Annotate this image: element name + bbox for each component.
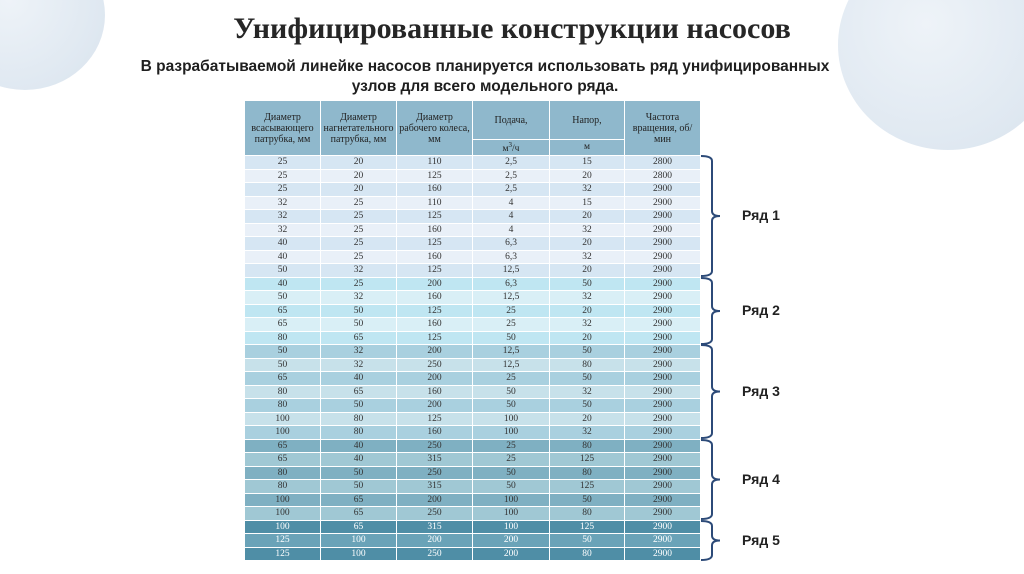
cell-head: 20 xyxy=(550,304,625,318)
group-brace xyxy=(700,520,722,561)
cell-speed: 2900 xyxy=(625,210,701,224)
cell-head: 125 xyxy=(550,480,625,494)
cell-discharge: 32 xyxy=(321,358,397,372)
cell-flow: 2,5 xyxy=(473,169,550,183)
cell-suction: 65 xyxy=(245,318,321,332)
cell-suction: 25 xyxy=(245,183,321,197)
cell-flow: 100 xyxy=(473,412,550,426)
cell-discharge: 50 xyxy=(321,304,397,318)
cell-speed: 2900 xyxy=(625,331,701,345)
table-row xyxy=(245,453,701,467)
cell-suction: 32 xyxy=(245,210,321,224)
group-label: Ряд 3 xyxy=(742,382,780,399)
cell-discharge: 40 xyxy=(321,372,397,386)
cell-head: 80 xyxy=(550,358,625,372)
cell-flow: 12,5 xyxy=(473,345,550,359)
cell-head: 32 xyxy=(550,250,625,264)
table-row xyxy=(245,304,701,318)
table-row xyxy=(245,318,701,332)
table-row xyxy=(245,345,701,359)
cell-impeller: 125 xyxy=(397,331,473,345)
table-row xyxy=(245,196,701,210)
cell-head: 50 xyxy=(550,372,625,386)
cell-speed: 2900 xyxy=(625,520,701,534)
cell-discharge: 25 xyxy=(321,196,397,210)
cell-discharge: 25 xyxy=(321,237,397,251)
cell-head: 32 xyxy=(550,223,625,237)
cell-head: 50 xyxy=(550,534,625,548)
cell-discharge: 40 xyxy=(321,453,397,467)
cell-flow: 25 xyxy=(473,439,550,453)
cell-discharge: 100 xyxy=(321,534,397,548)
cell-speed: 2900 xyxy=(625,250,701,264)
cell-speed: 2900 xyxy=(625,466,701,480)
cell-speed: 2900 xyxy=(625,345,701,359)
cell-discharge: 65 xyxy=(321,385,397,399)
group-brace xyxy=(700,277,722,345)
cell-flow: 50 xyxy=(473,466,550,480)
cell-discharge: 65 xyxy=(321,520,397,534)
cell-speed: 2900 xyxy=(625,237,701,251)
cell-discharge: 80 xyxy=(321,412,397,426)
cell-head: 125 xyxy=(550,520,625,534)
cell-suction: 25 xyxy=(245,156,321,170)
cell-speed: 2900 xyxy=(625,277,701,291)
cell-head: 80 xyxy=(550,547,625,561)
cell-flow: 200 xyxy=(473,534,550,548)
table-row xyxy=(245,385,701,399)
table-row xyxy=(245,480,701,494)
cell-suction: 80 xyxy=(245,466,321,480)
header-head-unit: м xyxy=(550,140,625,156)
cell-flow: 100 xyxy=(473,493,550,507)
cell-discharge: 50 xyxy=(321,480,397,494)
cell-head: 80 xyxy=(550,466,625,480)
cell-speed: 2900 xyxy=(625,439,701,453)
table-row xyxy=(245,237,701,251)
cell-impeller: 200 xyxy=(397,534,473,548)
cell-impeller: 200 xyxy=(397,277,473,291)
cell-impeller: 125 xyxy=(397,264,473,278)
table-row xyxy=(245,210,701,224)
cell-impeller: 250 xyxy=(397,507,473,521)
cell-impeller: 125 xyxy=(397,210,473,224)
cell-flow: 25 xyxy=(473,372,550,386)
table-row xyxy=(245,547,701,561)
table-row xyxy=(245,358,701,372)
cell-suction: 32 xyxy=(245,196,321,210)
cell-head: 20 xyxy=(550,169,625,183)
cell-discharge: 32 xyxy=(321,345,397,359)
header-suction-diameter: Диаметр всасывающего патрубка, мм xyxy=(245,101,321,156)
cell-flow: 100 xyxy=(473,426,550,440)
cell-flow: 12,5 xyxy=(473,358,550,372)
cell-discharge: 32 xyxy=(321,264,397,278)
cell-head: 32 xyxy=(550,426,625,440)
table-row xyxy=(245,264,701,278)
cell-discharge: 25 xyxy=(321,223,397,237)
group-label: Ряд 4 xyxy=(742,470,780,487)
table-row xyxy=(245,183,701,197)
cell-speed: 2900 xyxy=(625,223,701,237)
cell-discharge: 50 xyxy=(321,466,397,480)
cell-head: 80 xyxy=(550,439,625,453)
table-row xyxy=(245,493,701,507)
cell-discharge: 80 xyxy=(321,426,397,440)
cell-suction: 32 xyxy=(245,223,321,237)
cell-speed: 2900 xyxy=(625,291,701,305)
cell-impeller: 250 xyxy=(397,466,473,480)
table-row xyxy=(245,331,701,345)
cell-flow: 50 xyxy=(473,480,550,494)
cell-speed: 2900 xyxy=(625,493,701,507)
cell-discharge: 20 xyxy=(321,183,397,197)
cell-impeller: 110 xyxy=(397,196,473,210)
group-brace xyxy=(700,439,722,520)
table-row xyxy=(245,534,701,548)
group-label: Ряд 1 xyxy=(742,207,780,223)
cell-suction: 100 xyxy=(245,507,321,521)
table-row xyxy=(245,223,701,237)
cell-impeller: 200 xyxy=(397,399,473,413)
cell-impeller: 125 xyxy=(397,304,473,318)
table-row xyxy=(245,439,701,453)
cell-head: 80 xyxy=(550,507,625,521)
cell-suction: 100 xyxy=(245,493,321,507)
cell-discharge: 20 xyxy=(321,169,397,183)
cell-discharge: 65 xyxy=(321,331,397,345)
cell-flow: 6,3 xyxy=(473,237,550,251)
cell-discharge: 50 xyxy=(321,399,397,413)
cell-suction: 40 xyxy=(245,277,321,291)
cell-impeller: 160 xyxy=(397,250,473,264)
cell-discharge: 65 xyxy=(321,493,397,507)
cell-head: 50 xyxy=(550,345,625,359)
cell-speed: 2900 xyxy=(625,358,701,372)
cell-flow: 4 xyxy=(473,223,550,237)
cell-speed: 2900 xyxy=(625,372,701,386)
cell-suction: 80 xyxy=(245,385,321,399)
cell-suction: 65 xyxy=(245,304,321,318)
cell-discharge: 50 xyxy=(321,318,397,332)
cell-impeller: 250 xyxy=(397,439,473,453)
cell-discharge: 100 xyxy=(321,547,397,561)
cell-suction: 80 xyxy=(245,331,321,345)
cell-discharge: 65 xyxy=(321,507,397,521)
cell-suction: 50 xyxy=(245,264,321,278)
table-row xyxy=(245,466,701,480)
cell-flow: 12,5 xyxy=(473,291,550,305)
cell-impeller: 160 xyxy=(397,385,473,399)
table-row xyxy=(245,277,701,291)
subtitle-line-2: узлов для всего модельного ряда. xyxy=(351,78,619,95)
header-flow: Подача, xyxy=(473,101,550,140)
header-discharge-diameter: Диаметр нагнетательного патрубка, мм xyxy=(321,101,397,156)
cell-speed: 2900 xyxy=(625,183,701,197)
cell-suction: 65 xyxy=(245,439,321,453)
cell-suction: 65 xyxy=(245,372,321,386)
cell-suction: 125 xyxy=(245,547,321,561)
cell-speed: 2800 xyxy=(625,156,701,170)
cell-flow: 6,3 xyxy=(473,250,550,264)
cell-impeller: 200 xyxy=(397,372,473,386)
cell-flow: 2,5 xyxy=(473,183,550,197)
cell-impeller: 250 xyxy=(397,547,473,561)
page-subtitle xyxy=(90,57,880,97)
cell-suction: 40 xyxy=(245,250,321,264)
table-row xyxy=(245,412,701,426)
cell-flow: 50 xyxy=(473,399,550,413)
cell-speed: 2900 xyxy=(625,507,701,521)
cell-flow: 100 xyxy=(473,507,550,521)
cell-head: 20 xyxy=(550,237,625,251)
cell-flow: 4 xyxy=(473,196,550,210)
cell-impeller: 160 xyxy=(397,183,473,197)
cell-flow: 25 xyxy=(473,453,550,467)
cell-flow: 2,5 xyxy=(473,156,550,170)
cell-speed: 2900 xyxy=(625,196,701,210)
cell-discharge: 32 xyxy=(321,291,397,305)
cell-impeller: 315 xyxy=(397,453,473,467)
table-row xyxy=(245,250,701,264)
cell-suction: 65 xyxy=(245,453,321,467)
cell-head: 32 xyxy=(550,385,625,399)
group-brace xyxy=(700,155,722,277)
header-impeller-diameter: Диаметр рабочего колеса, мм xyxy=(397,101,473,156)
table-row xyxy=(245,520,701,534)
subtitle-line-1: В разрабатываемой линейке насосов планируется использовать ряд унифицированных xyxy=(140,58,830,75)
cell-head: 20 xyxy=(550,264,625,278)
cell-head: 32 xyxy=(550,183,625,197)
cell-discharge: 25 xyxy=(321,277,397,291)
table-row xyxy=(245,169,701,183)
header-rotation-speed: Частота вращения, об/мин xyxy=(625,101,701,156)
cell-impeller: 160 xyxy=(397,426,473,440)
cell-speed: 2900 xyxy=(625,534,701,548)
cell-speed: 2900 xyxy=(625,264,701,278)
cell-head: 50 xyxy=(550,277,625,291)
cell-head: 15 xyxy=(550,196,625,210)
cell-speed: 2900 xyxy=(625,304,701,318)
cell-suction: 125 xyxy=(245,534,321,548)
header-flow-unit: $м^3/ч$ xyxy=(473,140,550,156)
table-row xyxy=(245,507,701,521)
cell-flow: 100 xyxy=(473,520,550,534)
page-title: Унифицированные конструкции насосов xyxy=(233,12,791,45)
cell-head: 50 xyxy=(550,399,625,413)
cell-impeller: 315 xyxy=(397,480,473,494)
cell-suction: 100 xyxy=(245,426,321,440)
group-brace xyxy=(700,344,722,439)
group-label: Ряд 5 xyxy=(742,531,780,548)
cell-head: 125 xyxy=(550,453,625,467)
cell-suction: 40 xyxy=(245,237,321,251)
cell-impeller: 160 xyxy=(397,223,473,237)
cell-suction: 50 xyxy=(245,291,321,305)
cell-speed: 2900 xyxy=(625,412,701,426)
cell-discharge: 25 xyxy=(321,210,397,224)
cell-speed: 2900 xyxy=(625,547,701,561)
pump-spec-table xyxy=(244,100,701,561)
header-head: Напор, xyxy=(550,101,625,140)
group-label: Ряд 2 xyxy=(742,302,780,318)
cell-impeller: 315 xyxy=(397,520,473,534)
cell-head: 20 xyxy=(550,331,625,345)
cell-impeller: 160 xyxy=(397,291,473,305)
table-row xyxy=(245,426,701,440)
cell-head: 32 xyxy=(550,318,625,332)
cell-speed: 2800 xyxy=(625,169,701,183)
cell-suction: 100 xyxy=(245,520,321,534)
cell-impeller: 125 xyxy=(397,412,473,426)
cell-speed: 2900 xyxy=(625,426,701,440)
table-row xyxy=(245,372,701,386)
cell-head: 15 xyxy=(550,156,625,170)
cell-speed: 2900 xyxy=(625,385,701,399)
cell-flow: 4 xyxy=(473,210,550,224)
cell-discharge: 25 xyxy=(321,250,397,264)
cell-head: 20 xyxy=(550,412,625,426)
table-row xyxy=(245,291,701,305)
cell-impeller: 200 xyxy=(397,493,473,507)
cell-speed: 2900 xyxy=(625,399,701,413)
table-row xyxy=(245,399,701,413)
cell-impeller: 125 xyxy=(397,237,473,251)
cell-head: 32 xyxy=(550,291,625,305)
cell-flow: 25 xyxy=(473,318,550,332)
cell-speed: 2900 xyxy=(625,318,701,332)
cell-discharge: 40 xyxy=(321,439,397,453)
cell-suction: 80 xyxy=(245,399,321,413)
cell-impeller: 110 xyxy=(397,156,473,170)
cell-flow: 50 xyxy=(473,331,550,345)
cell-flow: 12,5 xyxy=(473,264,550,278)
cell-speed: 2900 xyxy=(625,453,701,467)
cell-impeller: 125 xyxy=(397,169,473,183)
cell-head: 50 xyxy=(550,493,625,507)
cell-head: 20 xyxy=(550,210,625,224)
cell-suction: 80 xyxy=(245,480,321,494)
cell-flow: 25 xyxy=(473,304,550,318)
cell-suction: 100 xyxy=(245,412,321,426)
cell-speed: 2900 xyxy=(625,480,701,494)
cell-flow: 50 xyxy=(473,385,550,399)
cell-flow: 6,3 xyxy=(473,277,550,291)
cell-discharge: 20 xyxy=(321,156,397,170)
cell-impeller: 200 xyxy=(397,345,473,359)
table-row xyxy=(245,156,701,170)
cell-suction: 50 xyxy=(245,358,321,372)
cell-suction: 25 xyxy=(245,169,321,183)
cell-suction: 50 xyxy=(245,345,321,359)
cell-flow: 200 xyxy=(473,547,550,561)
cell-impeller: 250 xyxy=(397,358,473,372)
cell-impeller: 160 xyxy=(397,318,473,332)
